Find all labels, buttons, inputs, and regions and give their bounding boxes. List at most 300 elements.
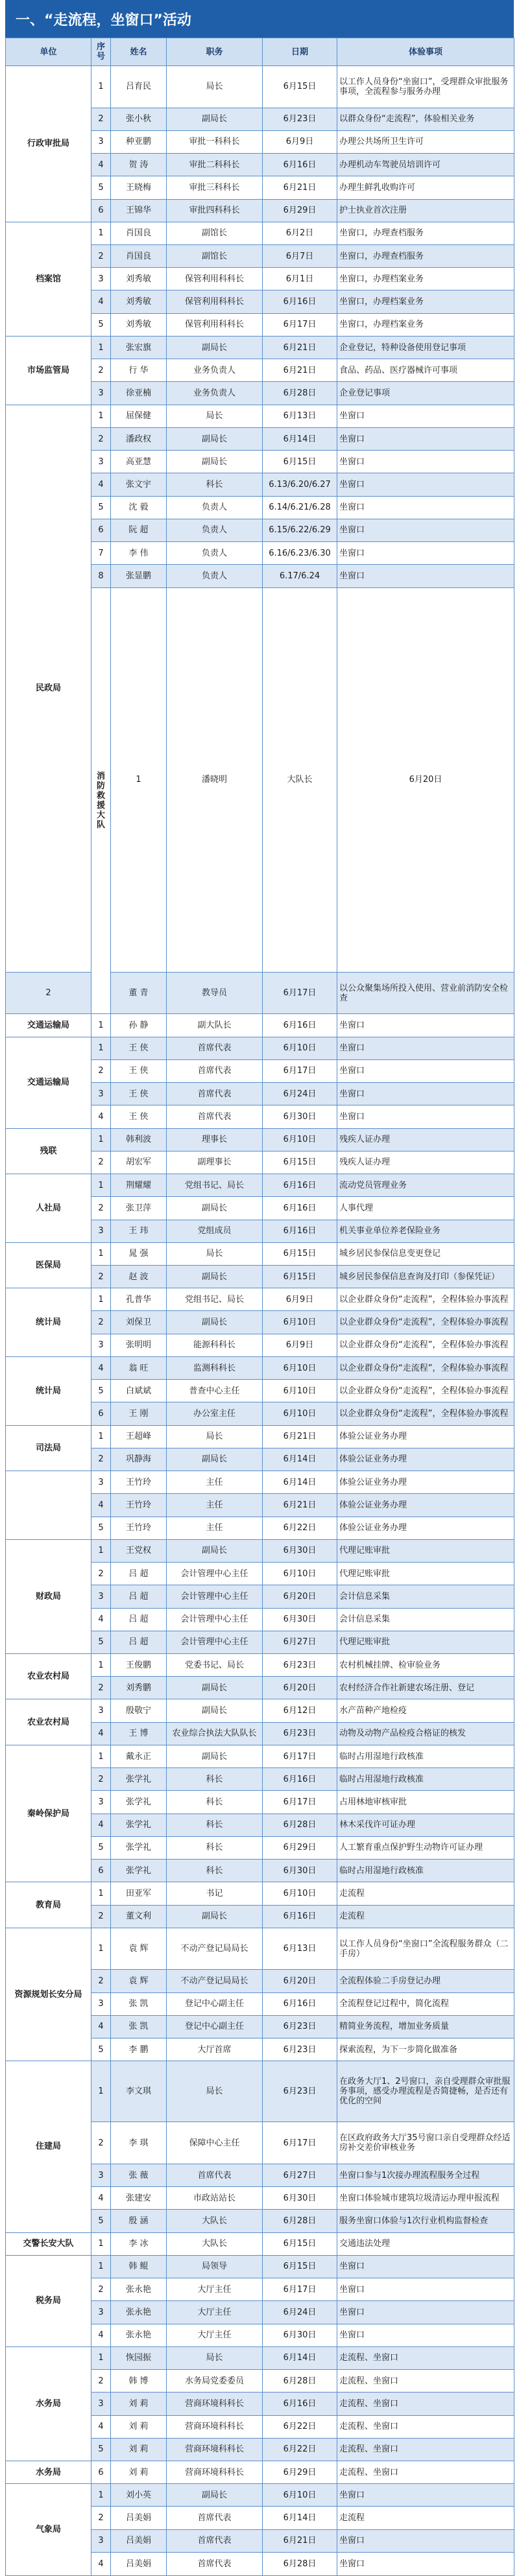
person-name-cell: 殷敬宁 bbox=[111, 1699, 167, 1722]
date-cell: 6月10日 bbox=[263, 1128, 337, 1151]
date-cell: 6月30日 bbox=[263, 1860, 337, 1882]
role-cell: 水务局党委委员 bbox=[167, 2370, 263, 2393]
date-cell: 6月9日 bbox=[263, 1288, 337, 1311]
date-cell: 6月7日 bbox=[263, 245, 337, 268]
date-cell: 6月27日 bbox=[263, 2164, 337, 2186]
row-number-cell: 5 bbox=[91, 2038, 111, 2061]
row-number-cell: 4 bbox=[91, 2324, 111, 2346]
role-cell: 副局长 bbox=[167, 1265, 263, 1288]
date-cell: 6月13日 bbox=[263, 405, 337, 427]
row-number-cell: 2 bbox=[91, 359, 111, 382]
item-cell: 走流程、坐窗口 bbox=[337, 2461, 514, 2483]
date-cell: 6月15日 bbox=[263, 66, 337, 108]
row-number-cell: 1 bbox=[91, 1174, 111, 1197]
date-cell: 6月23日 bbox=[263, 1722, 337, 1745]
unit-cell: 农业农村局 bbox=[6, 1653, 91, 1699]
row-number-cell: 1 bbox=[111, 587, 167, 972]
unit-cell: 民政局 bbox=[6, 405, 91, 972]
date-cell: 6月28日 bbox=[263, 2552, 337, 2575]
table-row bbox=[6, 222, 514, 244]
date-cell: 6月16日 bbox=[263, 1014, 337, 1037]
row-number-cell: 3 bbox=[91, 451, 111, 473]
item-cell: 以工作人员身份“坐窗口”全流程服务群众（二手房） bbox=[337, 1928, 514, 1970]
date-cell: 6月9日 bbox=[263, 130, 337, 153]
date-cell: 6月15日 bbox=[263, 1242, 337, 1265]
date-cell: 6月17日 bbox=[263, 1745, 337, 1767]
role-cell: 大厅首席 bbox=[167, 2038, 263, 2061]
role-cell: 科长 bbox=[167, 1791, 263, 1814]
row-number-cell: 5 bbox=[91, 2438, 111, 2461]
table-row bbox=[6, 2346, 514, 2369]
item-cell: 坐窗口 bbox=[337, 2529, 514, 2552]
date-cell: 6月22日 bbox=[263, 2438, 337, 2461]
date-cell: 6月30日 bbox=[263, 2324, 337, 2346]
row-number-cell: 3 bbox=[91, 268, 111, 290]
unit-cell: 档案馆 bbox=[6, 222, 91, 336]
row-number-cell: 4 bbox=[91, 1105, 111, 1128]
row-number-cell: 4 bbox=[91, 290, 111, 313]
date-cell: 6月17日 bbox=[263, 2278, 337, 2301]
item-cell: 探索流程，为下一步简化做准备 bbox=[337, 2038, 514, 2061]
person-name-cell: 吕 超 bbox=[111, 1563, 167, 1585]
row-number-cell: 1 bbox=[91, 2484, 111, 2507]
row-number-cell: 6 bbox=[91, 519, 111, 541]
role-cell: 局长 bbox=[167, 66, 263, 108]
date-cell: 6月16日 bbox=[263, 154, 337, 176]
role-cell: 业务负责人 bbox=[167, 382, 263, 405]
item-cell: 以企业群众身份“走流程”，全程体验办事流程 bbox=[337, 1334, 514, 1356]
row-number-cell: 1 bbox=[91, 2061, 111, 2122]
table-row bbox=[6, 1882, 514, 1905]
item-cell: 人工繁育重点保护野生动物许可证办理 bbox=[337, 1836, 514, 1859]
row-number-cell: 2 bbox=[91, 1970, 111, 1992]
row-number-cell: 3 bbox=[91, 1083, 111, 1105]
date-cell: 6月16日 bbox=[263, 1992, 337, 2015]
person-name-cell: 张 凯 bbox=[111, 1992, 167, 2015]
item-cell: 以企业群众身份“走流程”，全程体验办事流程 bbox=[337, 1402, 514, 1425]
person-name-cell: 王党权 bbox=[111, 1539, 167, 1562]
role-cell: 登记中心副主任 bbox=[167, 1992, 263, 2015]
unit-cell: 水务局 bbox=[6, 2461, 91, 2483]
role-cell: 业务负责人 bbox=[167, 359, 263, 382]
date-cell: 6月14日 bbox=[263, 2346, 337, 2369]
item-cell: 代理记账审批 bbox=[337, 1539, 514, 1562]
person-name-cell: 王 刚 bbox=[111, 1402, 167, 1425]
role-cell: 局长 bbox=[167, 1242, 263, 1265]
row-number-cell: 1 bbox=[91, 1928, 111, 1970]
item-cell: 占用林地审核审批 bbox=[337, 1791, 514, 1814]
person-name-cell: 潘晓明 bbox=[167, 587, 263, 972]
date-cell: 6月10日 bbox=[263, 1311, 337, 1334]
role-cell: 局长 bbox=[167, 1425, 263, 1448]
row-number-cell: 2 bbox=[6, 972, 91, 1014]
person-name-cell: 韩 鲲 bbox=[111, 2255, 167, 2278]
role-cell: 党组书记、局长 bbox=[167, 1174, 263, 1197]
person-name-cell: 刘秀敏 bbox=[111, 290, 167, 313]
row-number-cell: 5 bbox=[91, 313, 111, 336]
role-cell: 营商环境科科长 bbox=[167, 2415, 263, 2438]
row-number-cell: 3 bbox=[91, 1791, 111, 1814]
row-number-cell: 5 bbox=[91, 1517, 111, 1539]
person-name-cell: 张学礼 bbox=[111, 1814, 167, 1836]
person-name-cell: 胡宏军 bbox=[111, 1151, 167, 1174]
table-row bbox=[6, 2255, 514, 2278]
row-number-cell: 4 bbox=[91, 2415, 111, 2438]
date-cell: 6月29日 bbox=[263, 199, 337, 222]
role-cell: 科长 bbox=[167, 1860, 263, 1882]
row-number-cell: 1 bbox=[91, 66, 111, 108]
date-cell: 6.15/6.22/6.29 bbox=[263, 519, 337, 541]
date-cell: 6月16日 bbox=[263, 1174, 337, 1197]
person-name-cell: 翁 旺 bbox=[111, 1356, 167, 1379]
table-row bbox=[6, 336, 514, 359]
person-name-cell: 吕 超 bbox=[111, 1631, 167, 1653]
item-cell: 交通违法处理 bbox=[337, 2232, 514, 2255]
row-number-cell: 2 bbox=[91, 1677, 111, 1699]
person-name-cell: 张建安 bbox=[111, 2187, 167, 2210]
item-cell: 走流程 bbox=[337, 1905, 514, 1928]
role-cell: 能源科科长 bbox=[167, 1334, 263, 1356]
table-row bbox=[6, 1174, 514, 1197]
date-cell: 6月23日 bbox=[263, 2015, 337, 2038]
row-number-cell: 3 bbox=[91, 1220, 111, 1242]
date-cell: 6月28日 bbox=[263, 382, 337, 405]
role-cell: 主任 bbox=[167, 1471, 263, 1494]
row-number-cell: 1 bbox=[91, 1539, 111, 1562]
unit-cell: 消防救援大队 bbox=[91, 587, 111, 1014]
person-name-cell: 王锦华 bbox=[111, 199, 167, 222]
row-number-cell: 1 bbox=[91, 2346, 111, 2369]
item-cell: 走流程、坐窗口 bbox=[337, 2438, 514, 2461]
role-cell: 负责人 bbox=[167, 565, 263, 587]
role-cell: 首席代表 bbox=[167, 1083, 263, 1105]
item-cell: 以企业群众身份“走流程”，全程体验办事流程 bbox=[337, 1311, 514, 1334]
row-number-cell: 3 bbox=[91, 2164, 111, 2186]
table-row bbox=[6, 972, 514, 1014]
item-cell: 残疾人证办理 bbox=[337, 1151, 514, 1174]
role-cell: 副局长 bbox=[167, 1677, 263, 1699]
row-number-cell: 3 bbox=[91, 1699, 111, 1722]
row-number-cell: 1 bbox=[91, 2255, 111, 2278]
role-cell: 市政站站长 bbox=[167, 2187, 263, 2210]
row-number-cell: 2 bbox=[91, 1265, 111, 1288]
role-cell: 教导员 bbox=[167, 972, 263, 1014]
person-name-cell: 徐亚楠 bbox=[111, 382, 167, 405]
person-name-cell: 李 琪 bbox=[111, 2122, 167, 2164]
item-cell: 走流程、坐窗口 bbox=[337, 2393, 514, 2415]
unit-cell: 交警长安大队 bbox=[6, 2232, 91, 2255]
unit-cell: 税务局 bbox=[6, 2255, 91, 2346]
item-cell: 坐窗口 bbox=[337, 542, 514, 565]
item-cell: 坐窗口，办理档案业务 bbox=[337, 290, 514, 313]
item-cell: 企业登记，特种设备使用登记事项 bbox=[337, 336, 514, 359]
unit-cell: 行政审批局 bbox=[6, 66, 91, 222]
date-cell: 6月24日 bbox=[263, 1083, 337, 1105]
role-cell: 监测科科长 bbox=[167, 1356, 263, 1379]
person-name-cell: 吕美娟 bbox=[111, 2529, 167, 2552]
role-cell: 会计管理中心主任 bbox=[167, 1631, 263, 1653]
row-number-cell: 1 bbox=[91, 1425, 111, 1448]
date-cell: 6月2日 bbox=[263, 222, 337, 244]
person-name-cell: 张显鹏 bbox=[111, 565, 167, 587]
row-number-cell: 2 bbox=[91, 2507, 111, 2529]
role-cell: 大厅主任 bbox=[167, 2324, 263, 2346]
row-number-cell: 2 bbox=[91, 1197, 111, 1220]
table-row bbox=[6, 1425, 514, 1448]
role-cell: 科长 bbox=[167, 1836, 263, 1859]
person-name-cell: 肖国良 bbox=[111, 222, 167, 244]
role-cell: 副局长 bbox=[167, 1745, 263, 1767]
item-cell: 农村机械挂牌、检审验业务 bbox=[337, 1653, 514, 1676]
item-cell: 坐窗口 bbox=[337, 473, 514, 496]
item-cell: 以企业群众身份“走流程”，全程体验办事流程 bbox=[337, 1356, 514, 1379]
unit-cell: 残联 bbox=[6, 1128, 91, 1174]
date-cell: 6月20日 bbox=[263, 1585, 337, 1608]
role-cell: 局长 bbox=[167, 2346, 263, 2369]
date-cell: 6月30日 bbox=[263, 1539, 337, 1562]
role-cell: 副局长 bbox=[167, 1905, 263, 1928]
row-number-cell: 3 bbox=[91, 2529, 111, 2552]
row-number-cell: 5 bbox=[91, 176, 111, 199]
person-name-cell: 张明明 bbox=[111, 1334, 167, 1356]
row-number-cell: 3 bbox=[91, 1992, 111, 2015]
table-row bbox=[6, 1242, 514, 1265]
item-cell: 体验公证业务办理 bbox=[337, 1517, 514, 1539]
row-number-cell: 2 bbox=[91, 1151, 111, 1174]
person-name-cell: 李文琪 bbox=[111, 2061, 167, 2122]
date-cell: 6月10日 bbox=[263, 1563, 337, 1585]
date-cell: 6月10日 bbox=[263, 1882, 337, 1905]
person-name-cell: 巩静海 bbox=[111, 1448, 167, 1471]
person-name-cell: 刘保卫 bbox=[111, 1311, 167, 1334]
person-name-cell: 孙 静 bbox=[111, 1014, 167, 1037]
date-cell: 6月15日 bbox=[263, 1151, 337, 1174]
date-cell: 6月17日 bbox=[263, 1059, 337, 1082]
row-number-cell: 1 bbox=[91, 1037, 111, 1059]
person-name-cell: 刘 莉 bbox=[111, 2438, 167, 2461]
role-cell: 保管利用科科长 bbox=[167, 290, 263, 313]
date-cell: 6月13日 bbox=[263, 1928, 337, 1970]
date-cell: 6月21日 bbox=[263, 2529, 337, 2552]
person-name-cell: 刘 莉 bbox=[111, 2393, 167, 2415]
role-cell: 营商环境科科长 bbox=[167, 2461, 263, 2483]
date-cell: 6月28日 bbox=[263, 1814, 337, 1836]
role-cell: 科长 bbox=[167, 473, 263, 496]
header-item: 体验事项 bbox=[337, 38, 514, 66]
item-cell: 坐窗口 bbox=[337, 1105, 514, 1128]
row-number-cell: 7 bbox=[91, 542, 111, 565]
person-name-cell: 王 侠 bbox=[111, 1105, 167, 1128]
person-name-cell: 殷 涵 bbox=[111, 2210, 167, 2232]
row-number-cell: 1 bbox=[91, 1014, 111, 1037]
item-cell: 坐窗口 bbox=[337, 427, 514, 450]
table-row bbox=[6, 1539, 514, 1562]
person-name-cell: 袁 辉 bbox=[111, 1970, 167, 1992]
table-row bbox=[6, 405, 514, 427]
date-cell: 6月28日 bbox=[263, 2370, 337, 2393]
role-cell: 副馆长 bbox=[167, 222, 263, 244]
person-name-cell: 袁 辉 bbox=[111, 1928, 167, 1970]
table-row bbox=[6, 1928, 514, 1970]
row-number-cell: 6 bbox=[91, 1402, 111, 1425]
unit-cell bbox=[6, 1471, 91, 1540]
person-name-cell: 张宏旗 bbox=[111, 336, 167, 359]
table-row bbox=[6, 1471, 514, 1494]
person-name-cell: 吕 超 bbox=[111, 1608, 167, 1631]
row-number-cell: 6 bbox=[91, 199, 111, 222]
role-cell: 副大队长 bbox=[167, 1014, 263, 1037]
item-cell: 坐窗口 bbox=[337, 2278, 514, 2301]
item-cell: 坐窗口，办理查档服务 bbox=[337, 245, 514, 268]
date-cell: 6月21日 bbox=[263, 336, 337, 359]
person-name-cell: 董文利 bbox=[111, 1905, 167, 1928]
person-name-cell: 王 侠 bbox=[111, 1059, 167, 1082]
date-cell: 6月21日 bbox=[263, 176, 337, 199]
row-number-cell: 1 bbox=[91, 1653, 111, 1676]
row-number-cell: 3 bbox=[91, 1471, 111, 1494]
table-row bbox=[6, 1128, 514, 1151]
item-cell: 残疾人证办理 bbox=[337, 1128, 514, 1151]
person-name-cell: 张 凯 bbox=[111, 2015, 167, 2038]
unit-cell: 交通运输局 bbox=[6, 1037, 91, 1128]
row-number-cell: 2 bbox=[91, 245, 111, 268]
unit-cell: 资源规划长安分局 bbox=[6, 1928, 91, 2061]
table-header-row bbox=[6, 38, 514, 66]
role-cell: 保管利用科科长 bbox=[167, 268, 263, 290]
row-number-cell: 4 bbox=[91, 2187, 111, 2210]
date-cell: 6月20日 bbox=[263, 1677, 337, 1699]
item-cell: 办理公共场所卫生许可 bbox=[337, 130, 514, 153]
item-cell: 坐窗口 bbox=[337, 2255, 514, 2278]
role-cell: 营商环境科科长 bbox=[167, 2438, 263, 2461]
date-cell: 6月30日 bbox=[263, 2187, 337, 2210]
person-name-cell: 王 玮 bbox=[111, 1220, 167, 1242]
row-number-cell: 4 bbox=[91, 1814, 111, 1836]
date-cell: 6月20日 bbox=[337, 587, 514, 972]
table-row bbox=[6, 1037, 514, 1059]
item-cell: 坐窗口 bbox=[337, 519, 514, 541]
item-cell: 坐窗口 bbox=[337, 1014, 514, 1037]
item-cell: 坐窗口 bbox=[337, 565, 514, 587]
row-number-cell: 4 bbox=[91, 1494, 111, 1517]
person-name-cell: 张卫萍 bbox=[111, 1197, 167, 1220]
row-number-cell: 2 bbox=[91, 1768, 111, 1791]
unit-cell: 统计局 bbox=[6, 1288, 91, 1357]
date-cell: 6月14日 bbox=[263, 2507, 337, 2529]
person-name-cell: 孔普华 bbox=[111, 1288, 167, 1311]
item-cell: 城乡居民参保信息变更登记 bbox=[337, 1242, 514, 1265]
person-name-cell: 田亚军 bbox=[111, 1882, 167, 1905]
item-cell: 在政务大厅1、2号窗口，亲自受理群众审批服务事项，感受办理流程是否简捷畅，是否还有优化的空间 bbox=[337, 2061, 514, 2122]
role-cell: 保障中心主任 bbox=[167, 2122, 263, 2164]
item-cell: 以公众聚集场所投入使用、营业前消防安全检查 bbox=[337, 972, 514, 1014]
role-cell: 科长 bbox=[167, 1768, 263, 1791]
row-number-cell: 4 bbox=[91, 2015, 111, 2038]
row-number-cell: 2 bbox=[91, 1448, 111, 1471]
item-cell: 会计信息采集 bbox=[337, 1585, 514, 1608]
role-cell: 审批四科科长 bbox=[167, 199, 263, 222]
row-number-cell: 8 bbox=[91, 565, 111, 587]
item-cell: 坐窗口，办理查档服务 bbox=[337, 222, 514, 244]
row-number-cell: 1 bbox=[91, 405, 111, 427]
role-cell: 副局长 bbox=[167, 336, 263, 359]
person-name-cell: 韩利波 bbox=[111, 1128, 167, 1151]
item-cell: 以企业群众身份“走流程”，全程体验办事流程 bbox=[337, 1380, 514, 1402]
date-cell: 6.16/6.23/6.30 bbox=[263, 542, 337, 565]
role-cell: 科长 bbox=[167, 1814, 263, 1836]
person-name-cell: 阮 超 bbox=[111, 519, 167, 541]
header-date: 日期 bbox=[263, 38, 337, 66]
date-cell: 6月16日 bbox=[263, 1768, 337, 1791]
person-name-cell: 王竹玲 bbox=[111, 1494, 167, 1517]
date-cell: 6月10日 bbox=[263, 2484, 337, 2507]
row-number-cell: 2 bbox=[91, 427, 111, 450]
person-name-cell: 高亚慧 bbox=[111, 451, 167, 473]
date-cell: 6.14/6.21/6.28 bbox=[263, 496, 337, 519]
role-cell: 首席代表 bbox=[167, 2552, 263, 2575]
item-cell: 水产苗种产地检疫 bbox=[337, 1699, 514, 1722]
date-cell: 6月27日 bbox=[263, 1631, 337, 1653]
role-cell: 营商环境科科长 bbox=[167, 2393, 263, 2415]
role-cell: 党组成员 bbox=[167, 1220, 263, 1242]
table-row bbox=[6, 1288, 514, 1311]
person-name-cell: 晁 强 bbox=[111, 1242, 167, 1265]
role-cell: 审批二科科长 bbox=[167, 154, 263, 176]
person-name-cell: 刘秀鹏 bbox=[111, 1677, 167, 1699]
role-cell: 副馆长 bbox=[167, 245, 263, 268]
item-cell: 体验公证业务办理 bbox=[337, 1494, 514, 1517]
person-name-cell: 刘秀敏 bbox=[111, 313, 167, 336]
person-name-cell: 戴永正 bbox=[111, 1745, 167, 1767]
item-cell: 人事代理 bbox=[337, 1197, 514, 1220]
row-number-cell: 4 bbox=[91, 1356, 111, 1379]
row-number-cell: 1 bbox=[91, 1745, 111, 1767]
person-name-cell: 王 侠 bbox=[111, 1083, 167, 1105]
role-cell: 会计管理中心主任 bbox=[167, 1563, 263, 1585]
role-cell: 负责人 bbox=[167, 519, 263, 541]
item-cell: 城乡居民参保信息查询及打印（参保凭证） bbox=[337, 1265, 514, 1288]
item-cell: 坐窗口 bbox=[337, 405, 514, 427]
date-cell: 6月22日 bbox=[263, 2415, 337, 2438]
person-name-cell: 张文宇 bbox=[111, 473, 167, 496]
item-cell: 体验公证业务办理 bbox=[337, 1471, 514, 1494]
role-cell: 副局长 bbox=[167, 108, 263, 130]
date-cell: 6月17日 bbox=[263, 2122, 337, 2164]
table-body bbox=[6, 66, 514, 2576]
role-cell: 大队长 bbox=[263, 587, 337, 972]
person-name-cell: 赵 波 bbox=[111, 1265, 167, 1288]
role-cell: 普查中心主任 bbox=[167, 1380, 263, 1402]
row-number-cell: 1 bbox=[91, 1128, 111, 1151]
person-name-cell: 王 侠 bbox=[111, 1037, 167, 1059]
role-cell: 大厅主任 bbox=[167, 2301, 263, 2324]
date-cell: 6月16日 bbox=[263, 290, 337, 313]
date-cell: 6月9日 bbox=[263, 1334, 337, 1356]
person-name-cell: 潘政权 bbox=[111, 427, 167, 450]
item-cell: 坐窗口 bbox=[337, 1083, 514, 1105]
item-cell: 坐窗口 bbox=[337, 2324, 514, 2346]
unit-cell: 司法局 bbox=[6, 1425, 91, 1471]
header-number: 序号 bbox=[91, 38, 111, 66]
role-cell: 首席代表 bbox=[167, 2507, 263, 2529]
person-name-cell: 张学礼 bbox=[111, 1791, 167, 1814]
date-cell: 6.13/6.20/6.27 bbox=[263, 473, 337, 496]
person-name-cell: 张小秋 bbox=[111, 108, 167, 130]
person-name-cell: 张学礼 bbox=[111, 1836, 167, 1859]
item-cell: 代理记账审批 bbox=[337, 1631, 514, 1653]
person-name-cell: 屈保健 bbox=[111, 405, 167, 427]
item-cell: 办理生鲜乳收购许可 bbox=[337, 176, 514, 199]
